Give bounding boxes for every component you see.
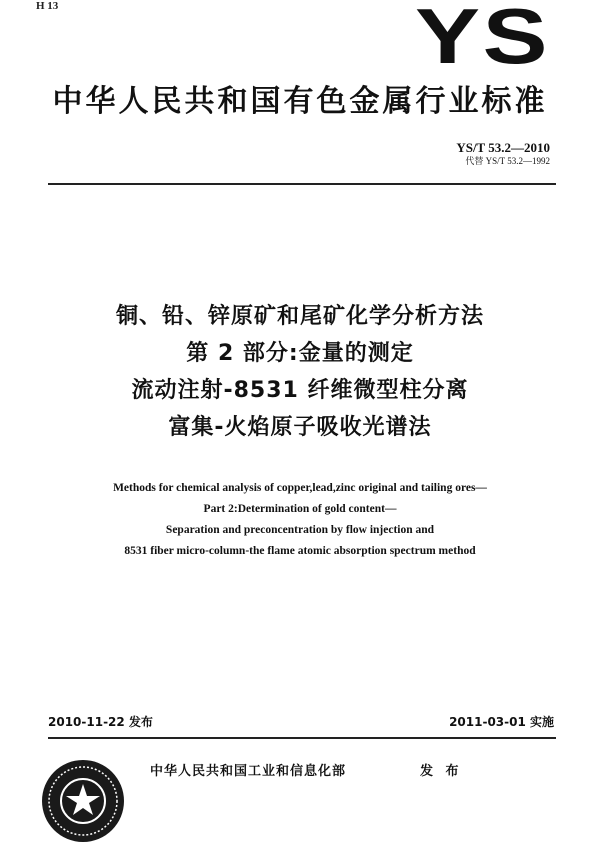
release-label: 发 布	[420, 764, 463, 779]
chinese-title-line: 富集-火焰原子吸收光谱法	[168, 415, 432, 440]
chinese-title-line: 第 2 部分:金量的测定	[186, 341, 414, 366]
ys-logo: YS	[414, 0, 550, 80]
standard-number: YS/T 53.2—2010	[456, 140, 550, 155]
replaces-standard: 代替 YS/T 53.2—1992	[465, 156, 550, 166]
publisher-name: 中华人民共和国工业和信息化部	[150, 764, 347, 779]
chinese-title-line: 流动注射-8531 纤维微型柱分离	[131, 378, 469, 403]
chinese-title	[0, 298, 600, 446]
implementation-date: 2011-03-01 实施	[449, 715, 554, 729]
ministry-seal-icon	[40, 758, 126, 844]
bottom-divider	[48, 737, 556, 739]
chinese-title-line: 铜、铅、锌原矿和尾矿化学分析方法	[115, 304, 484, 329]
english-title	[0, 478, 600, 562]
english-title-line: Separation and preconcentration by flow injection and	[165, 524, 435, 536]
top-divider	[48, 183, 556, 185]
industry-standard-title: 中华人民共和国有色金属行业标准	[52, 84, 548, 119]
english-title-line: 8531 fiber micro-column-the flame atomic absorption spectrum method	[124, 545, 476, 557]
english-title-line: Methods for chemical analysis of copper,lead,zinc original and tailing ores—	[113, 482, 487, 494]
classification-code: H 13	[36, 0, 59, 12]
english-title-line: Part 2:Determination of gold content—	[203, 503, 397, 515]
issue-date: 2010-11-22 发布	[48, 715, 153, 729]
